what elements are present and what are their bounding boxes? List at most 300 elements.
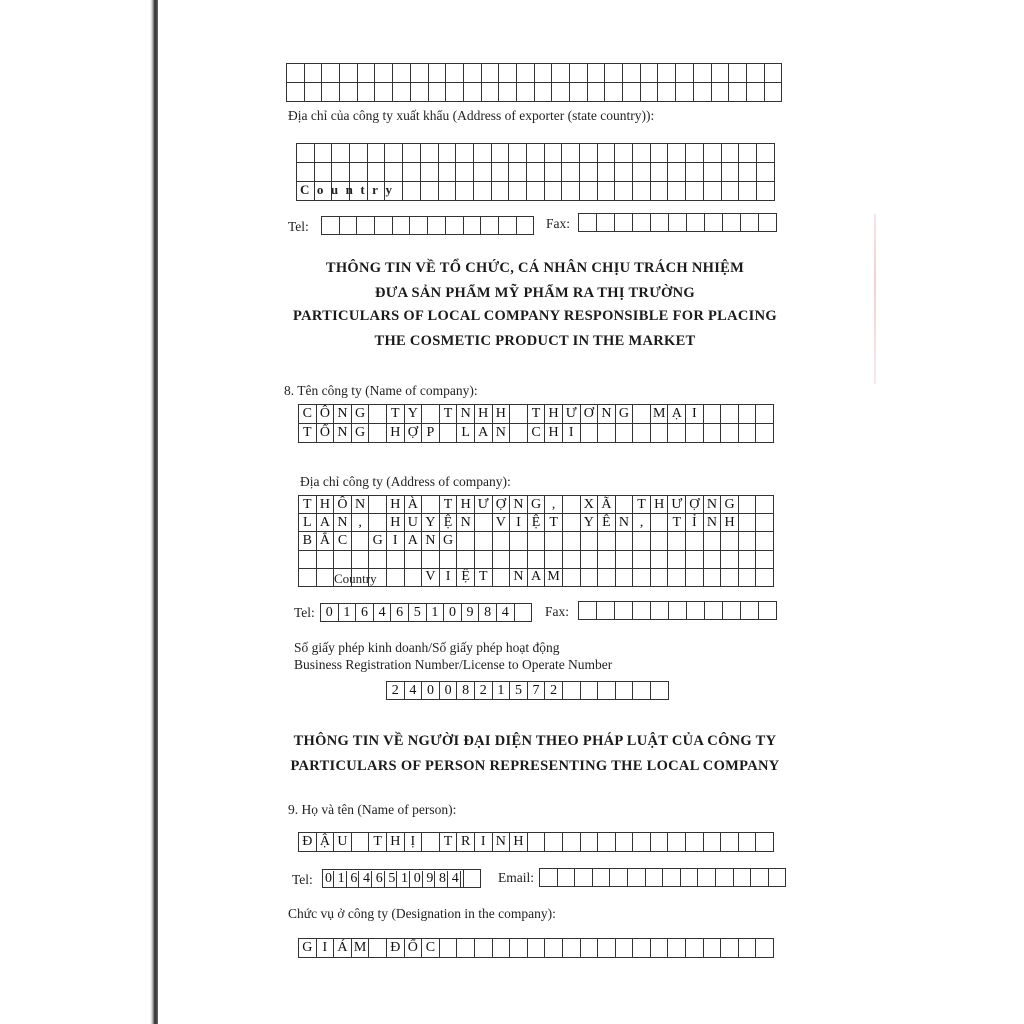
grid-cell — [756, 833, 774, 852]
rep-designation-grid[interactable] — [298, 938, 774, 958]
grid-cell — [457, 939, 475, 958]
grid-cell — [510, 532, 528, 550]
grid-cell: M — [352, 939, 370, 958]
grid-cell — [668, 163, 686, 182]
grid-cell — [598, 424, 616, 443]
grid-cell: V — [422, 569, 440, 587]
grid-cell: H — [387, 496, 405, 514]
grid-cell — [616, 532, 634, 550]
grid-cell — [765, 83, 783, 102]
grid-cell — [616, 833, 634, 852]
grid-cell: N — [457, 405, 475, 424]
grid-cell — [558, 869, 576, 887]
grid-row — [287, 83, 782, 102]
grid-cell: A — [317, 514, 335, 532]
grid-cell — [734, 869, 752, 887]
grid-cell: R — [457, 833, 475, 852]
grid-cell — [305, 83, 323, 102]
grid-cell — [704, 182, 722, 201]
grid-cell: H — [721, 514, 739, 532]
grid-cell: C — [334, 532, 352, 550]
grid-cell — [510, 939, 528, 958]
grid-cell — [686, 939, 704, 958]
grid-cell — [721, 405, 739, 424]
grid-char: 0 — [325, 870, 332, 886]
grid-cell — [668, 939, 686, 958]
grid-cell — [475, 551, 493, 569]
grid-row — [297, 163, 775, 182]
grid-cell — [610, 869, 628, 887]
grid-cell — [563, 682, 581, 700]
local-company-heading-line-2: ĐƯA SẢN PHẨM MỸ PHẨM RA THỊ TRƯỜNG — [375, 285, 695, 301]
grid-cell — [428, 217, 446, 235]
grid-cell: 4 — [497, 604, 515, 622]
rep-designation-label: Chức vụ ở công ty (Designation in the company): — [288, 906, 556, 921]
grid-cell — [676, 64, 694, 83]
grid-cell — [375, 64, 393, 83]
edge-mark — [874, 214, 876, 384]
exporter-fax-grid[interactable] — [578, 213, 777, 232]
grid-cell — [579, 602, 597, 620]
grid-cell — [387, 569, 405, 587]
grid-cell — [385, 144, 403, 163]
grid-cell: Ệ — [440, 514, 458, 532]
grid-cell — [641, 64, 659, 83]
grid-cell — [581, 682, 599, 700]
grid-cell — [739, 514, 757, 532]
grid-cell — [598, 182, 616, 201]
grid-cell — [705, 214, 723, 232]
grid-cell — [729, 64, 747, 83]
grid-cell — [456, 182, 474, 201]
grid-cell: 0 — [440, 682, 458, 700]
grid-cell: 4 — [374, 604, 392, 622]
exporter-country-label: Country — [300, 182, 400, 197]
grid-cell — [756, 424, 774, 443]
grid-cell: Ư — [668, 496, 686, 514]
exporter-name-grid[interactable] — [286, 63, 782, 102]
grid-cell: N — [598, 405, 616, 424]
grid-cell — [598, 163, 616, 182]
grid-cell — [517, 83, 535, 102]
grid-cell: T — [299, 496, 317, 514]
grid-row — [299, 939, 774, 958]
grid-char: 6 — [375, 870, 383, 886]
grid-cell — [628, 869, 646, 887]
grid-cell — [411, 83, 429, 102]
grid-cell: N — [334, 424, 352, 443]
grid-row — [321, 604, 532, 622]
grid-cell: H — [457, 496, 475, 514]
grid-cell — [747, 64, 765, 83]
grid-cell — [440, 939, 458, 958]
company-tel-label: Tel: — [294, 605, 315, 620]
grid-cell — [475, 939, 493, 958]
grid-cell: U — [334, 833, 352, 852]
grid-cell — [651, 833, 669, 852]
grid-cell — [322, 83, 340, 102]
grid-char: 4 — [451, 870, 459, 886]
grid-cell: I — [510, 514, 528, 532]
grid-cell: T — [440, 496, 458, 514]
grid-cell — [340, 83, 358, 102]
grid-cell — [474, 163, 492, 182]
grid-cell — [633, 182, 651, 201]
grid-cell — [658, 64, 676, 83]
grid-cell — [615, 182, 633, 201]
grid-cell — [509, 144, 527, 163]
exporter-tel-grid[interactable] — [321, 216, 534, 235]
grid-cell — [651, 569, 669, 587]
grid-cell: A — [405, 532, 423, 550]
grid-cell — [446, 83, 464, 102]
grid-cell — [739, 424, 757, 443]
grid-cell — [369, 514, 387, 532]
grid-cell — [757, 182, 775, 201]
grid-cell — [739, 182, 757, 201]
rep-tel-label: Tel: — [292, 872, 313, 887]
grid-cell: Ệ — [528, 514, 546, 532]
grid-cell — [686, 144, 704, 163]
grid-cell: H — [387, 514, 405, 532]
grid-cell — [668, 569, 686, 587]
grid-cell — [358, 64, 376, 83]
license-number-grid[interactable] — [386, 681, 669, 700]
page-spine-shadow — [0, 0, 158, 1024]
grid-cell — [616, 424, 634, 443]
grid-row — [299, 833, 774, 852]
grid-cell — [723, 214, 741, 232]
grid-cell — [369, 405, 387, 424]
rep-email-label: Email: — [498, 870, 534, 885]
grid-cell — [403, 144, 421, 163]
grid-cell — [305, 64, 323, 83]
grid-cell — [545, 144, 563, 163]
grid-cell — [747, 83, 765, 102]
grid-cell — [721, 424, 739, 443]
grid-cell — [492, 144, 510, 163]
grid-cell — [482, 83, 500, 102]
grid-char: 6 — [350, 870, 358, 886]
grid-char: 9 — [426, 870, 434, 886]
grid-row — [299, 496, 774, 514]
grid-char: 4 — [363, 870, 371, 886]
grid-cell — [352, 532, 370, 550]
grid-cell: N — [493, 424, 511, 443]
grid-cell: I — [317, 939, 335, 958]
grid-cell — [535, 64, 553, 83]
grid-cell: G — [721, 496, 739, 514]
grid-cell: A — [475, 424, 493, 443]
exporter-tel-label: Tel: — [288, 219, 309, 234]
company-fax-grid[interactable] — [578, 601, 777, 620]
grid-cell — [756, 569, 774, 587]
grid-cell — [694, 83, 712, 102]
grid-cell — [340, 64, 358, 83]
grid-cell — [687, 214, 705, 232]
grid-cell: Ị — [405, 833, 423, 852]
grid-cell — [581, 939, 599, 958]
grid-cell — [323, 870, 464, 888]
grid-cell: Ư — [563, 405, 581, 424]
rep-name-grid[interactable] — [298, 832, 774, 852]
grid-cell: 0 — [422, 682, 440, 700]
grid-cell: 8 — [479, 604, 497, 622]
grid-cell — [756, 532, 774, 550]
grid-cell — [482, 64, 500, 83]
grid-cell — [598, 532, 616, 550]
grid-cell: N — [704, 514, 722, 532]
grid-cell — [581, 569, 599, 587]
grid-cell — [721, 551, 739, 569]
grid-cell — [287, 64, 305, 83]
grid-cell — [287, 83, 305, 102]
grid-cell: T — [668, 514, 686, 532]
grid-cell: L — [457, 424, 475, 443]
grid-cell — [759, 214, 777, 232]
grid-char: 1 — [337, 870, 345, 886]
grid-cell — [429, 64, 447, 83]
grid-cell — [545, 833, 563, 852]
grid-cell: 9 — [462, 604, 480, 622]
grid-cell — [739, 569, 757, 587]
grid-cell: M — [651, 405, 669, 424]
grid-cell — [393, 217, 411, 235]
grid-cell — [368, 144, 386, 163]
grid-cell — [769, 869, 787, 887]
grid-cell — [446, 217, 464, 235]
grid-cell — [562, 144, 580, 163]
grid-cell — [633, 214, 651, 232]
grid-cell: Ô — [317, 405, 335, 424]
grid-cell — [563, 939, 581, 958]
grid-cell — [421, 182, 439, 201]
grid-cell — [676, 83, 694, 102]
grid-cell — [651, 163, 669, 182]
grid-cell — [563, 551, 581, 569]
grid-cell: 6 — [356, 604, 374, 622]
rep-email-grid[interactable] — [539, 868, 786, 887]
exporter-fax-label: Fax: — [546, 216, 571, 231]
grid-cell — [299, 551, 317, 569]
grid-cell — [641, 83, 659, 102]
grid-cell — [528, 833, 546, 852]
grid-cell — [741, 602, 759, 620]
grid-cell: 6 — [391, 604, 409, 622]
grid-cell — [765, 64, 783, 83]
grid-cell: 4 — [405, 682, 423, 700]
grid-cell — [562, 163, 580, 182]
grid-cell — [704, 144, 722, 163]
grid-cell — [456, 144, 474, 163]
grid-cell — [704, 569, 722, 587]
grid-cell — [704, 551, 722, 569]
grid-cell — [633, 424, 651, 443]
grid-cell — [474, 144, 492, 163]
grid-cell — [651, 682, 669, 700]
grid-cell — [403, 182, 421, 201]
grid-cell — [581, 833, 599, 852]
grid-cell — [493, 551, 511, 569]
grid-cell — [421, 163, 439, 182]
grid-cell — [439, 182, 457, 201]
grid-char: 5 — [388, 870, 396, 886]
grid-cell — [493, 939, 511, 958]
grid-cell — [704, 532, 722, 550]
grid-cell — [528, 551, 546, 569]
grid-cell: T — [633, 496, 651, 514]
rep-heading-line-2: PARTICULARS OF PERSON REPRESENTING THE LOCAL COMPANY — [290, 758, 780, 774]
grid-row — [299, 532, 774, 550]
grid-cell — [352, 833, 370, 852]
grid-cell: G — [616, 405, 634, 424]
grid-cell — [481, 217, 499, 235]
grid-cell: N — [422, 532, 440, 550]
grid-cell — [616, 496, 634, 514]
grid-cell: 2 — [475, 682, 493, 700]
grid-cell — [393, 83, 411, 102]
grid-cell: G — [352, 424, 370, 443]
grid-cell — [552, 64, 570, 83]
grid-cell — [633, 569, 651, 587]
grid-cell — [439, 163, 457, 182]
grid-cell — [535, 83, 553, 102]
grid-cell — [352, 551, 370, 569]
grid-row — [322, 217, 534, 235]
grid-cell: T — [369, 833, 387, 852]
grid-char: 0 — [413, 870, 421, 886]
grid-cell: A — [528, 569, 546, 587]
grid-cell: N — [510, 569, 528, 587]
grid-cell: , — [352, 514, 370, 532]
grid-cell — [375, 83, 393, 102]
company-name-grid[interactable] — [298, 404, 774, 443]
grid-cell — [297, 163, 315, 182]
grid-cell — [464, 83, 482, 102]
grid-cell: M — [545, 569, 563, 587]
grid-cell: Ắ — [317, 532, 335, 550]
grid-row — [299, 514, 774, 532]
grid-cell — [580, 163, 598, 182]
grid-cell — [527, 182, 545, 201]
grid-cell — [509, 182, 527, 201]
grid-cell: N — [616, 514, 634, 532]
grid-cell — [499, 64, 517, 83]
grid-cell — [563, 532, 581, 550]
grid-cell: Ạ — [668, 405, 686, 424]
grid-cell — [517, 64, 535, 83]
grid-cell — [633, 532, 651, 550]
grid-cell: Y — [405, 405, 423, 424]
grid-cell — [646, 869, 664, 887]
grid-cell — [668, 182, 686, 201]
grid-cell — [615, 602, 633, 620]
grid-cell — [668, 532, 686, 550]
grid-cell: G — [440, 532, 458, 550]
grid-cell — [668, 144, 686, 163]
grid-cell: Ô — [334, 496, 352, 514]
grid-cell: T — [299, 424, 317, 443]
local-company-heading-line-1: THÔNG TIN VỀ TỔ CHỨC, CÁ NHÂN CHỊU TRÁCH NHIỆM — [325, 260, 745, 276]
grid-cell: Y — [422, 514, 440, 532]
grid-cell: Ợ — [493, 496, 511, 514]
grid-cell: 5 — [409, 604, 427, 622]
grid-cell — [464, 64, 482, 83]
grid-cell — [563, 514, 581, 532]
grid-cell — [422, 405, 440, 424]
grid-cell — [668, 424, 686, 443]
grid-cell — [510, 405, 528, 424]
grid-cell — [704, 163, 722, 182]
grid-cell: , — [545, 496, 563, 514]
grid-cell — [651, 602, 669, 620]
grid-cell — [651, 144, 669, 163]
grid-cell: Ư — [475, 496, 493, 514]
grid-cell — [721, 532, 739, 550]
grid-cell — [369, 424, 387, 443]
grid-cell — [681, 869, 699, 887]
grid-cell: T — [387, 405, 405, 424]
grid-cell — [615, 214, 633, 232]
grid-cell — [368, 163, 386, 182]
local-company-heading-line-4: THE COSMETIC PRODUCT IN THE MARKET — [374, 333, 696, 349]
grid-cell — [315, 163, 333, 182]
grid-cell — [464, 870, 482, 888]
grid-cell — [668, 833, 686, 852]
grid-cell — [369, 551, 387, 569]
grid-cell — [598, 144, 616, 163]
grid-row — [387, 682, 669, 700]
grid-cell: N — [493, 833, 511, 852]
grid-cell — [729, 83, 747, 102]
license-label-en: Business Registration Number/License to Operate Number — [294, 657, 613, 672]
grid-cell — [686, 833, 704, 852]
grid-cell — [358, 83, 376, 102]
company-tel-grid[interactable] — [320, 603, 532, 622]
grid-cell: 1 — [339, 604, 357, 622]
grid-cell — [575, 869, 593, 887]
grid-cell — [633, 682, 651, 700]
exporter-address-label: Địa chỉ của công ty xuất khẩu (Address of exporter (state country)): — [288, 108, 655, 123]
grid-cell: G — [352, 405, 370, 424]
grid-cell: 7 — [528, 682, 546, 700]
grid-cell — [623, 64, 641, 83]
grid-cell — [616, 551, 634, 569]
grid-cell: T — [528, 405, 546, 424]
grid-cell — [457, 532, 475, 550]
rep-tel-grid[interactable] — [322, 869, 481, 888]
grid-cell: T — [545, 514, 563, 532]
grid-cell: T — [440, 833, 458, 852]
grid-cell — [721, 569, 739, 587]
grid-cell — [651, 551, 669, 569]
grid-row — [299, 405, 774, 424]
grid-cell — [633, 163, 651, 182]
grid-cell — [545, 163, 563, 182]
grid-cell: 2 — [387, 682, 405, 700]
grid-cell — [712, 64, 730, 83]
grid-row — [540, 869, 786, 887]
grid-cell: , — [633, 514, 651, 532]
grid-cell — [528, 532, 546, 550]
grid-cell — [722, 144, 740, 163]
grid-row — [299, 551, 774, 569]
grid-cell: I — [686, 405, 704, 424]
grid-cell — [658, 83, 676, 102]
grid-cell — [741, 214, 759, 232]
grid-cell — [581, 551, 599, 569]
grid-cell — [597, 214, 615, 232]
